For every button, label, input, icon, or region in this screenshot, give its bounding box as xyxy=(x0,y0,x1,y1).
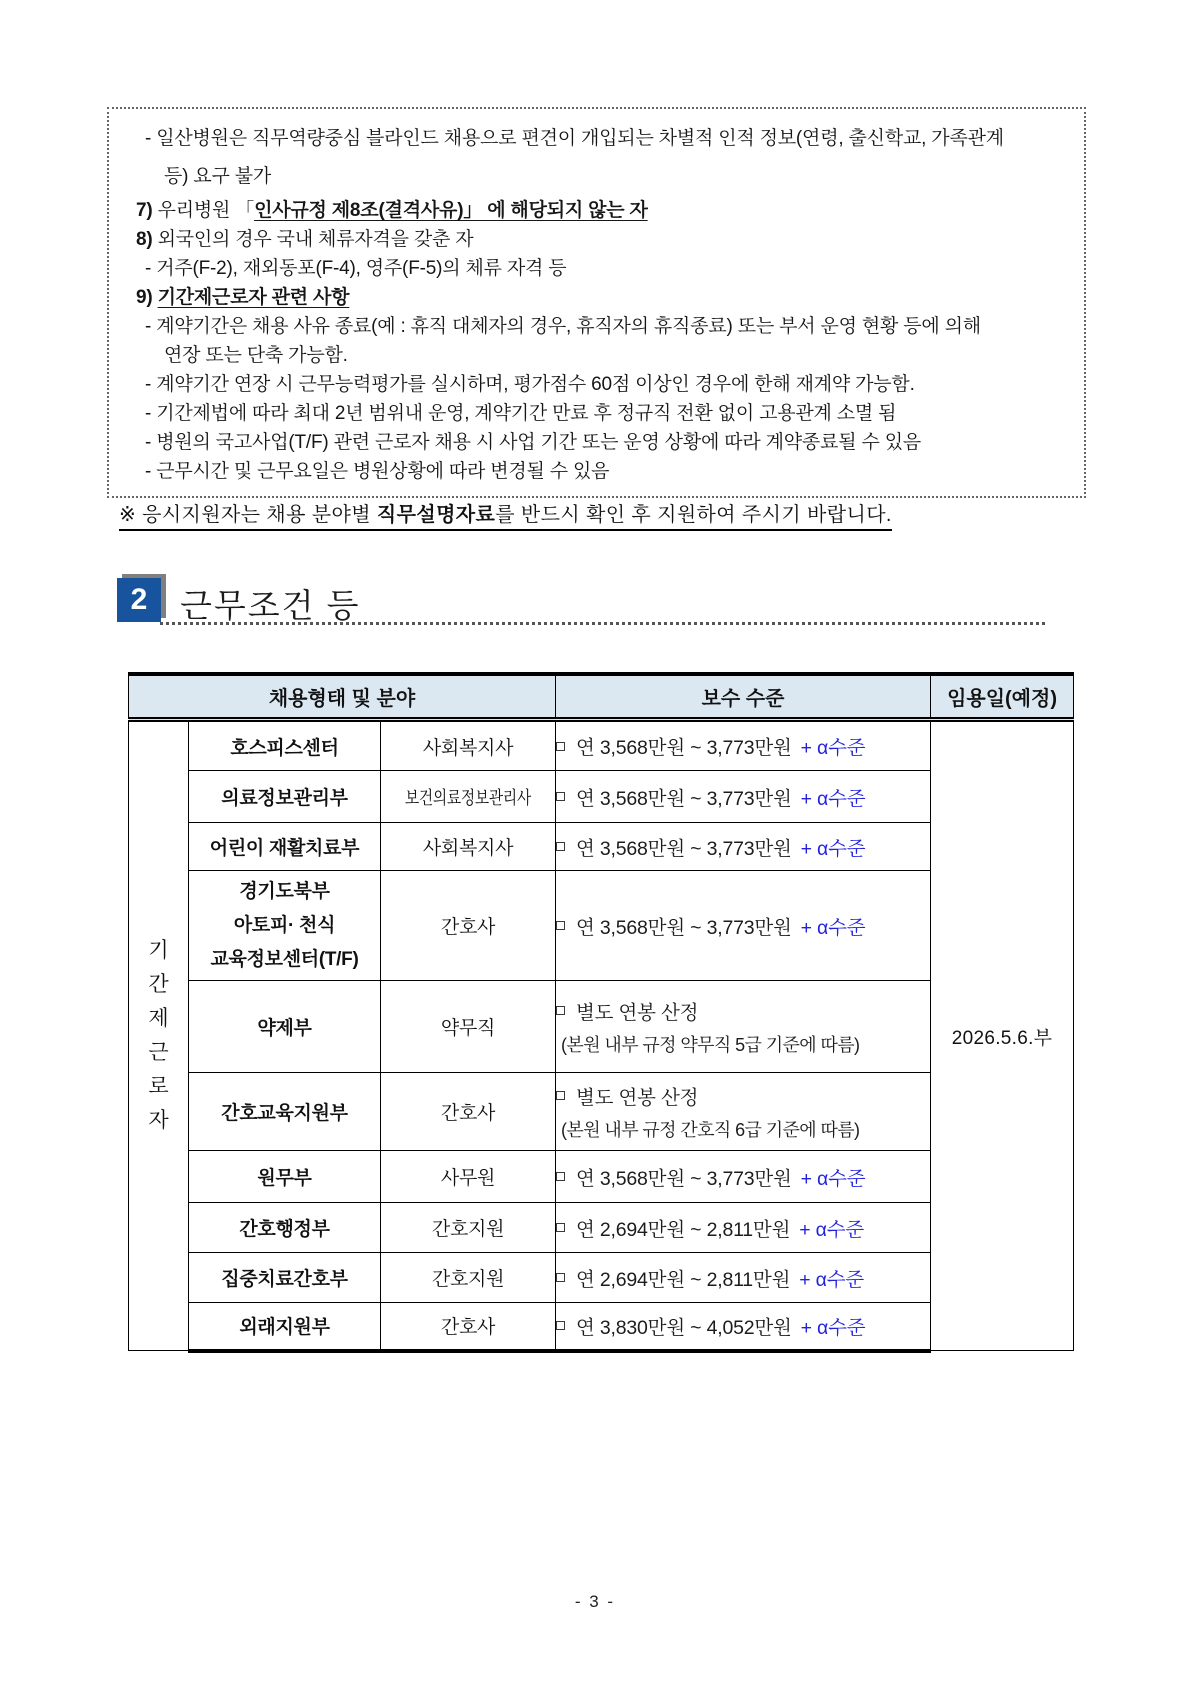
table-row xyxy=(129,720,1074,771)
notice-line: - 거주(F-2), 재외동포(F-4), 영주(F-5)의 체류 자격 등 xyxy=(145,258,567,279)
job-cell: 보건의료정보관리사 xyxy=(381,771,556,823)
square-bullet-icon xyxy=(556,1091,565,1100)
section-title: 근무조건 등 xyxy=(180,587,361,624)
column-header-date: 임용일(예정) xyxy=(931,674,1074,720)
conditions-table xyxy=(128,672,1074,1353)
square-bullet-icon xyxy=(556,921,565,930)
notice-line: - 병원의 국고사업(T/F) 관련 근로자 채용 시 사업 기간 또는 운영 상황에 따라 계약종료될 수 있음 xyxy=(145,432,922,453)
square-bullet-icon xyxy=(556,1006,565,1015)
salary-cell: 연 3,568만원 ~ 3,773만원 + α수준 xyxy=(556,1151,931,1203)
salary-cell: 별도 연봉 산정 (본원 내부 규정 간호직 6급 기준에 따름) xyxy=(556,1073,931,1151)
salary-cell: 연 2,694만원 ~ 2,811만원 + α수준 xyxy=(556,1253,931,1303)
salary-cell: 연 2,694만원 ~ 2,811만원 + α수준 xyxy=(556,1203,931,1253)
dept-cell: 약제부 xyxy=(189,981,381,1073)
salary-cell: 연 3,568만원 ~ 3,773만원 + α수준 xyxy=(556,720,931,771)
dept-cell: 어린이 재활치료부 xyxy=(189,823,381,871)
salary-cell: 연 3,830만원 ~ 4,052만원 + α수준 xyxy=(556,1303,931,1351)
notice-line: 8) 외국인의 경우 국내 체류자격을 갖춘 자 xyxy=(136,229,474,250)
notice-box xyxy=(107,107,1086,498)
notice-line: - 기간제법에 따라 최대 2년 범위내 운영, 계약기간 만료 후 정규직 전환 없이 고용관계 소멸 됨 xyxy=(145,403,897,424)
square-bullet-icon xyxy=(556,842,565,851)
page-number: - 3 - xyxy=(574,1592,616,1611)
notice-line: - 계약기간 연장 시 근무능력평가를 실시하며, 평가점수 60점 이상인 경우에 한해 재계약 가능함. xyxy=(145,374,915,395)
job-cell: 간호사 xyxy=(381,1303,556,1351)
worker-type-cell: 기간제근로자 xyxy=(129,720,189,1351)
dept-cell: 경기도북부 아토피· 천식 교육정보센터(T/F) xyxy=(189,871,381,981)
job-cell: 간호지원 xyxy=(381,1203,556,1253)
job-cell: 사회복지사 xyxy=(381,720,556,771)
square-bullet-icon xyxy=(556,792,565,801)
dept-cell: 간호교육지원부 xyxy=(189,1073,381,1151)
notice-caption xyxy=(119,498,892,527)
job-cell: 사회복지사 xyxy=(381,823,556,871)
job-cell: 사무원 xyxy=(381,1151,556,1203)
section-divider xyxy=(160,596,1045,625)
job-cell: 간호사 xyxy=(381,871,556,981)
square-bullet-icon xyxy=(556,742,565,751)
notice-line: 등) 요구 불가 xyxy=(164,166,272,187)
notice-line: - 근무시간 및 근무요일은 병원상황에 따라 변경될 수 있음 xyxy=(145,461,610,482)
square-bullet-icon xyxy=(556,1172,565,1181)
dept-cell: 집중치료간호부 xyxy=(189,1253,381,1303)
square-bullet-icon xyxy=(556,1321,565,1330)
dept-cell: 원무부 xyxy=(189,1151,381,1203)
salary-cell: 연 3,568만원 ~ 3,773만원 + α수준 xyxy=(556,771,931,823)
notice-line: 9) 기간제근로자 관련 사항 xyxy=(136,287,350,308)
notice-line: - 계약기간은 채용 사유 종료(예 : 휴직 대체자의 경우, 휴직자의 휴직종료) 또는 부서 운영 현황 등에 의해 xyxy=(145,316,981,337)
square-bullet-icon xyxy=(556,1223,565,1232)
salary-cell: 별도 연봉 산정 (본원 내부 규정 약무직 5급 기준에 따름) xyxy=(556,981,931,1073)
appointment-date-cell: 2026.5.6.부 xyxy=(931,720,1074,1351)
section-number-badge: 2 xyxy=(117,578,161,622)
square-bullet-icon xyxy=(556,1273,565,1282)
notice-line: 7) 우리병원 「인사규정 제8조(결격사유)」 에 해당되지 않는 자 xyxy=(136,200,648,221)
dept-cell: 외래지원부 xyxy=(189,1303,381,1351)
dept-cell: 의료정보관리부 xyxy=(189,771,381,823)
notice-line: - 일산병원은 직무역량중심 블라인드 채용으로 편견이 개입되는 차별적 인적 정보(연령, 출신학교, 가족관계 xyxy=(145,128,1004,149)
salary-cell: 연 3,568만원 ~ 3,773만원 + α수준 xyxy=(556,871,931,981)
column-header-type-field: 채용형태 및 분야 xyxy=(129,674,556,720)
notice-line: 연장 또는 단축 가능함. xyxy=(164,345,348,366)
dept-cell: 간호행정부 xyxy=(189,1203,381,1253)
job-cell: 약무직 xyxy=(381,981,556,1073)
caption-text: ※ 응시지원자는 채용 분야별 직무설명자료를 반드시 확인 후 지원하여 주시기 바랍니다. xyxy=(119,504,892,531)
table-header-row xyxy=(129,674,1074,720)
job-cell: 간호지원 xyxy=(381,1253,556,1303)
column-header-salary: 보수 수준 xyxy=(556,674,931,720)
salary-cell: 연 3,568만원 ~ 3,773만원 + α수준 xyxy=(556,823,931,871)
job-cell: 간호사 xyxy=(381,1073,556,1151)
dept-cell: 호스피스센터 xyxy=(189,720,381,771)
